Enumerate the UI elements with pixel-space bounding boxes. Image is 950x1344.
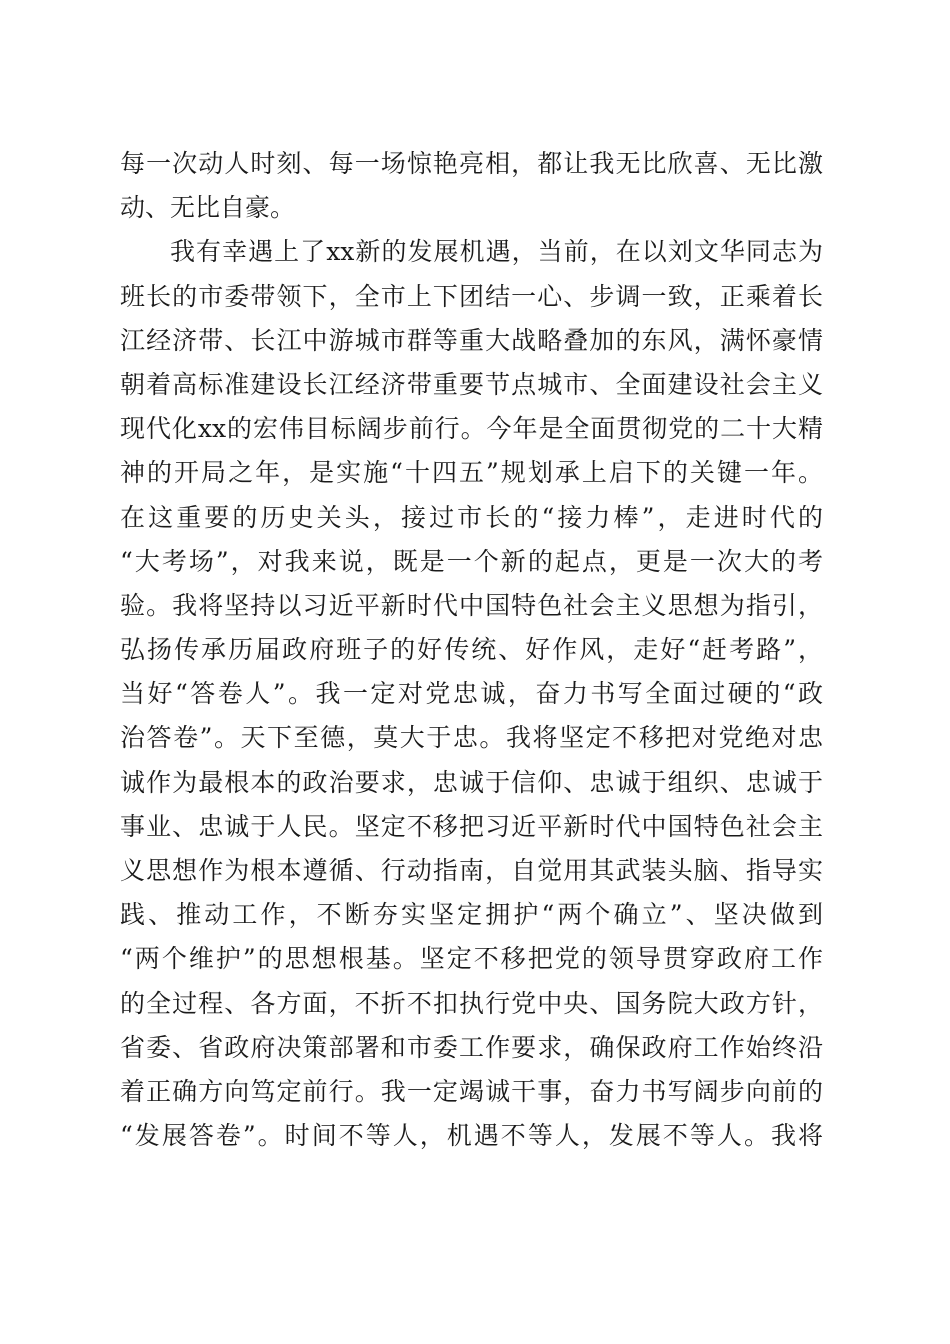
text-line: 动、无比自豪。 [120,193,296,223]
text-line: “两个维护”的思想根基。坚定不移把党的领导贯穿政府工作 [120,944,823,974]
text-line: “发展答卷”。时间不等人，机遇不等人，发展不等人。我将 [120,1121,823,1151]
text-line: 现代化xx的宏伟目标阔步前行。今年是全面贯彻党的二十大精 [120,414,823,444]
text-line: 治答卷”。天下至德，莫大于忠。我将坚定不移把对党绝对忠 [120,723,823,753]
text-line: 着正确方向笃定前行。我一定竭诚干事，奋力书写阔步向前的 [120,1076,823,1106]
text-line: 事业、忠诚于人民。坚定不移把习近平新时代中国特色社会主 [120,811,823,841]
text-line: 每一次动人时刻、每一场惊艳亮相，都让我无比欣喜、无比激 [120,149,823,178]
text-line: 践、推动工作，不断夯实坚定拥护“两个确立”、坚决做到 [120,900,823,930]
text-line: 的全过程、各方面，不折不扣执行党中央、国务院大政方针， [120,988,823,1018]
text-line: “大考场”，对我来说，既是一个新的起点，更是一次大的考 [120,546,823,576]
text-line: 省委、省政府决策部署和市委工作要求，确保政府工作始终沿 [120,1032,823,1062]
text-line: 江经济带、长江中游城市群等重大战略叠加的东风，满怀豪情 [120,325,823,355]
text-line: 当好“答卷人”。我一定对党忠诚，奋力书写全面过硬的“政 [120,679,823,709]
text-line: 义思想作为根本遵循、行动指南，自觉用其武装头脑、指导实 [120,856,823,885]
text-line: 验。我将坚持以习近平新时代中国特色社会主义思想为指引， [120,590,823,620]
body-text [120,142,823,1158]
text-line: 诚作为最根本的政治要求，忠诚于信仰、忠诚于组织、忠诚于 [120,767,823,797]
text-line: 在这重要的历史关头，接过市长的“接力棒”，走进时代的 [120,502,823,532]
text-line: 我有幸遇上了xx新的发展机遇，当前，在以刘文华同志为 [170,237,823,267]
text-line: 朝着高标准建设长江经济带重要节点城市、全面建设社会主义 [120,369,823,399]
text-line: 神的开局之年，是实施“十四五”规划承上启下的关键一年。 [120,458,823,488]
text-line: 弘扬传承历届政府班子的好传统、好作风，走好“赶考路”， [120,635,823,665]
text-line: 班长的市委带领下，全市上下团结一心、步调一致，正乘着长 [120,281,823,311]
